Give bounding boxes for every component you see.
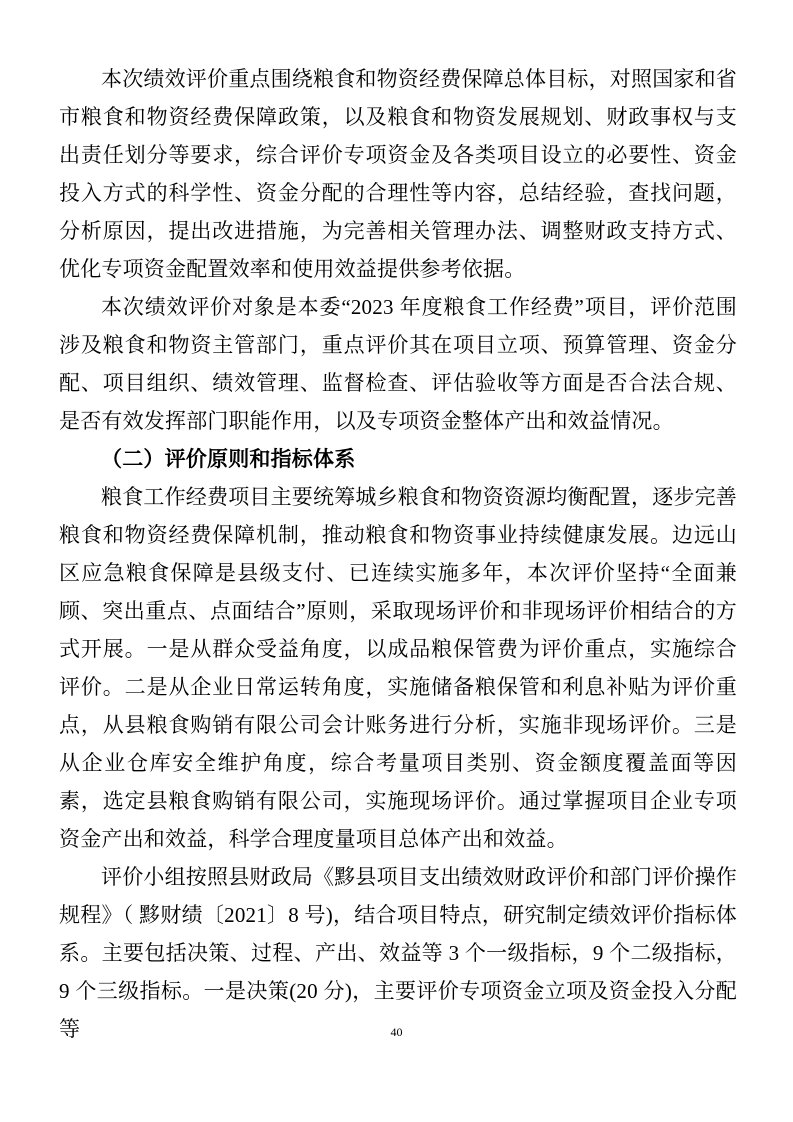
section-heading-principles-and-indicators: （二）评价原则和指标体系 (101, 447, 356, 471)
paragraph-evaluation-object: 本次绩效评价对象是本委“2023 年度粮食工作经费”项目，评价范围涉及粮食和物资主管部门，重点评价其在项目立项、预算管理、资金分配、项目组织、绩效管理、监督检查、评估验收等方面是否合法合规、是否有效发挥部门职能作用，以及专项资金整体产出和效益情况。 (59, 295, 737, 433)
paragraph-evaluation-focus: 本次绩效评价重点围绕粮食和物资经费保障总体目标，对照国家和省市粮食和物资经费保障政策，以及粮食和物资发展规划、财政事权与支出责任划分等要求，综合评价专项资金及各类项目设立的必要性、资金投入方式的科学性、资金分配的合理性等内容，总结经验，查找问题，分析原因，提出改进措施，为完善相关管理办法、调整财政支持方式、优化专项资金配置效率和使用效益提供参考依据。 (59, 67, 737, 281)
paragraph-evaluation-principles: 粮食工作经费项目主要统筹城乡粮食和物资资源均衡配置，逐步完善粮食和物资经费保障机制，推动粮食和物资事业持续健康发展。边远山区应急粮食保障是县级支付、已连续实施多年，本次评价坚持“全面兼顾、突出重点、点面结合”原则，采取现场评价和非现场评价相结合的方式开展。一是从群众受益角度，以成品粮保管费为评价重点，实施综合评价。二是从企业日常运转角度，实施储备粮保管和利息补贴为评价重点，从县粮食购销有限公司会计账务进行分析，实施非现场评价。三是从企业仓库安全维护角度，综合考量项目类别、资金额度覆盖面等因素，选定县粮食购销有限公司，实施现场评价。通过掌握项目企业专项资金产出和效益，科学合理度量项目总体产出和效益。 (59, 485, 737, 851)
paragraph-indicator-system: 评价小组按照县财政局《黟县项目支出绩效财政评价和部门评价操作规程》（ 黟财绩〔2021〕8 号)，结合项目特点，研究制定绩效评价指标体系。主要包括决策、过程、产出、效益等 3 个一级指标，9 个二级指标，9 个三级指标。一是决策(20 分)，主要评价专项资金立项及资金投入分配等 (59, 865, 737, 1041)
page-number: 40 (390, 1025, 403, 1039)
page-body (59, 60, 737, 1048)
